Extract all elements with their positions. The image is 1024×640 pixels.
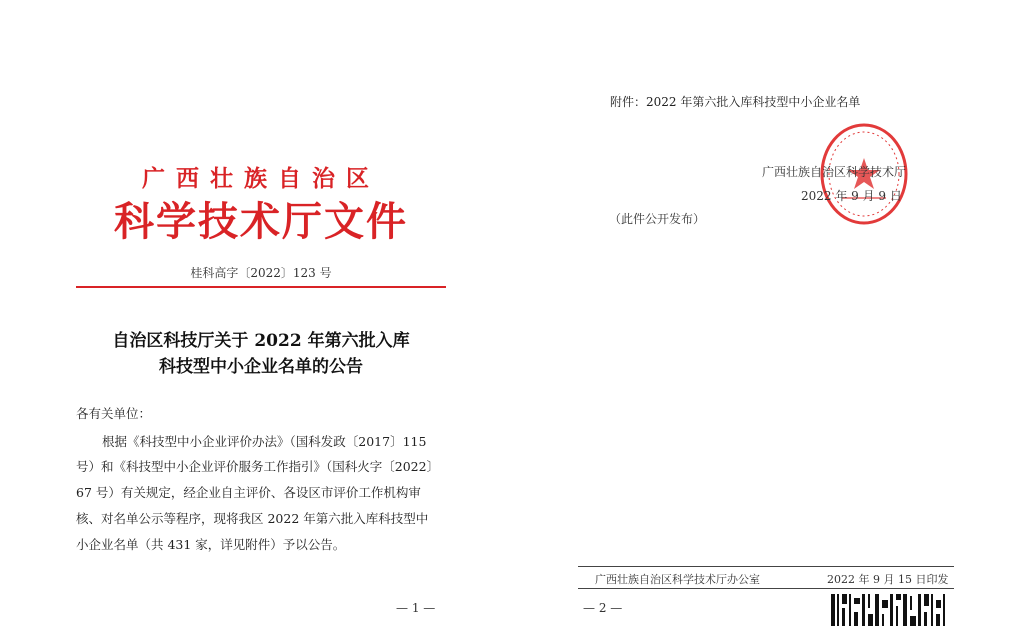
sign-date: 2022 年 9 月 9 日 (801, 189, 902, 203)
notice-title-line-1: 自治区科技厅关于 2022 年第六批入库 (112, 331, 410, 351)
page-number-left: — 1 — (396, 601, 436, 615)
footer-top-rule (578, 566, 954, 567)
attachment-line: 附件：2022 年第六批入库科技型中小企业名单 (610, 95, 861, 109)
notice-title-line-2: 科技型中小企业名单的公告 (159, 357, 363, 377)
issuer-name: 广西壮族自治区科学技术厅 (762, 165, 907, 179)
footer-print-date: 2022 年 9 月 15 日印发 (827, 573, 949, 586)
header-region-name: 广西壮族自治区 (142, 165, 380, 192)
document-number: 桂科高字〔2022〕123 号 (190, 266, 332, 280)
body-line-4: 核、对名单公示等程序，现将我区 2022 年第六批入库科技型中 (76, 511, 429, 526)
page-number-right: — 2 — (583, 601, 623, 615)
public-release-note: （此件公开发布） (609, 212, 706, 226)
body-line-2: 号）和《科技型中小企业评价服务工作指引》（国科火字〔2022〕 (76, 459, 440, 474)
salutation: 各有关单位： (76, 406, 152, 421)
footer-bottom-rule (578, 588, 954, 589)
body-line-3: 67 号）有关规定，经企业自主评价、各设区市评价工作机构审 (76, 485, 421, 500)
header-document-type: 科学技术厅文件 (114, 198, 408, 245)
red-divider (76, 286, 446, 288)
footer-office: 广西壮族自治区科学技术厅办公室 (595, 573, 760, 586)
body-line-5: 小企业名单（共 431 家，详见附件）予以公告。 (76, 537, 346, 552)
body-line-1: 根据《科技型中小企业评价办法》（国科发政〔2017〕115 (102, 434, 427, 449)
qr-code-icon (829, 592, 947, 628)
